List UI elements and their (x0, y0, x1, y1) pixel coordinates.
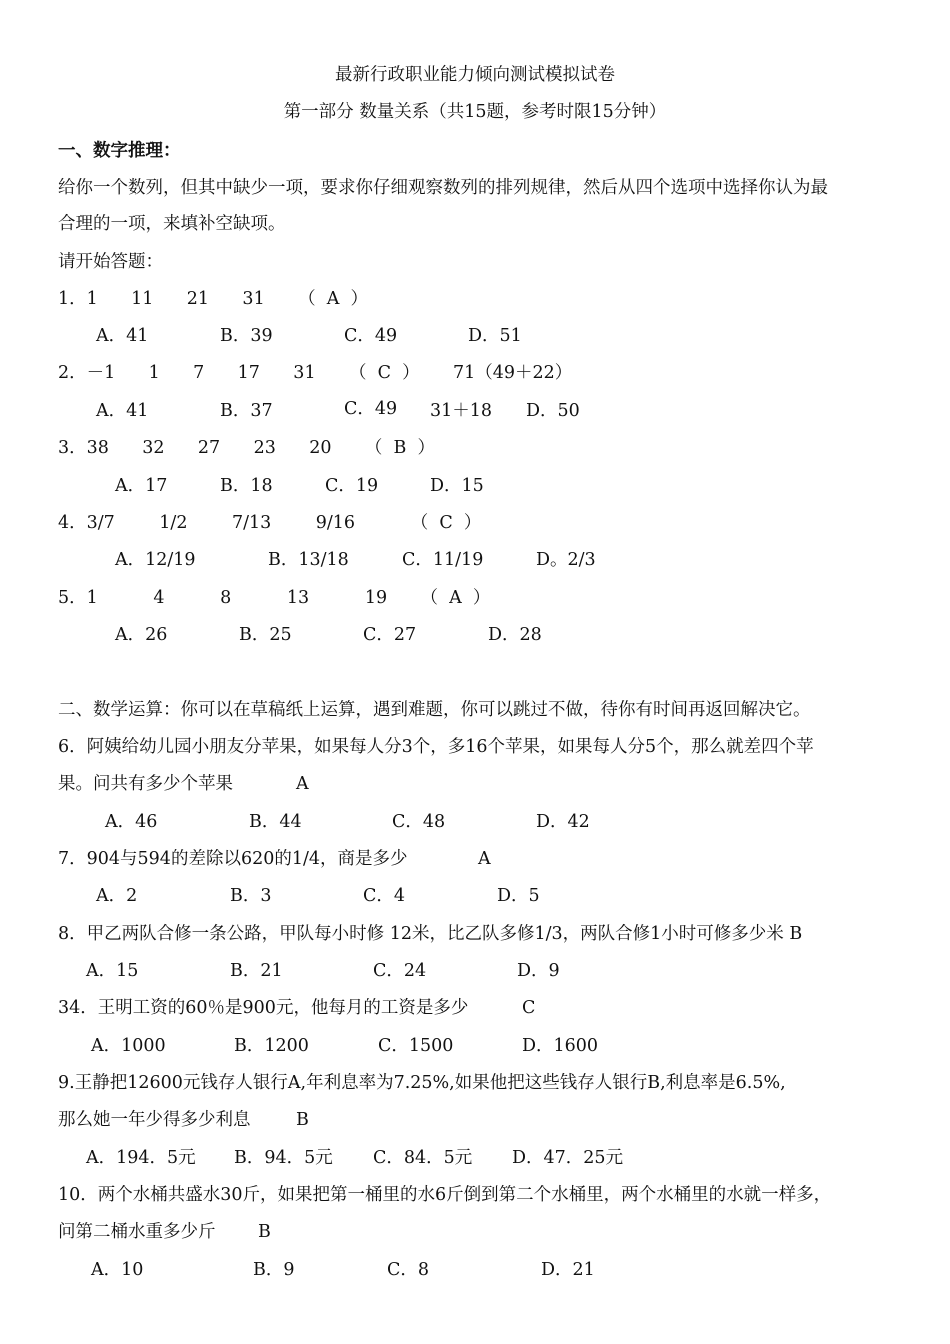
q34-answer: C (522, 998, 536, 1018)
question-34: 34．王明工资的60％是900元，他每月的工资是多少 (58, 998, 469, 1018)
q7-option-c: C．4 (363, 886, 406, 906)
question-4: 4．3/7 1/2 7/13 9/16 （ C ） (58, 513, 482, 533)
page-subtitle: 第一部分 数量关系（共15题，参考时限15分钟） (283, 102, 667, 122)
q9-option-b: B．94．5元 (234, 1148, 333, 1168)
q8-option-c: C．24 (373, 961, 427, 981)
question-3: 3．38 32 27 23 20 （ B ） (58, 438, 435, 458)
question-9-line1: 9.王静把12600元钱存人银行A,年利息率为7.25%,如果他把这些钱存人银行B,利息率是6.5%, (58, 1073, 786, 1093)
q8-option-b: B．21 (230, 961, 283, 981)
question-5: 5．1 4 8 13 19 （ A ） (58, 588, 491, 608)
q1-option-d: D．51 (468, 326, 522, 346)
q3-option-a: A．17 (115, 476, 168, 496)
q5-option-d: D．28 (488, 625, 542, 645)
section1-heading: 一、数字推理： (58, 141, 181, 161)
q5-option-a: A．26 (115, 625, 168, 645)
q10-answer: B (258, 1222, 271, 1242)
q9-option-a: A．194．5元 (86, 1148, 196, 1168)
q7-answer: A (478, 849, 491, 869)
q8-option-a: A．15 (86, 961, 139, 981)
q6-option-c: C．48 (392, 812, 446, 832)
q3-option-c: C．19 (325, 476, 379, 496)
q1-option-c: C．49 (344, 326, 398, 346)
q9-option-c: C．84．5元 (373, 1148, 473, 1168)
q10-option-a: A．10 (91, 1260, 144, 1280)
q5-option-b: B．25 (239, 625, 292, 645)
q6-answer: A (296, 774, 309, 794)
q9-answer: B (296, 1110, 309, 1130)
question-10-line2: 问第二桶水重多少斤 (58, 1222, 216, 1242)
q8-option-d: D．9 (517, 961, 560, 981)
q34-option-a: A．1000 (91, 1036, 166, 1056)
question-9-line2: 那么她一年少得多少利息 (58, 1110, 251, 1130)
question-6-line1: 6．阿姨给幼儿园小朋友分苹果，如果每人分3个，多16个苹果，如果每人分5个，那么就差四个苹 (58, 737, 814, 757)
q2-option-b: B．37 (220, 401, 273, 421)
q34-option-b: B．1200 (234, 1036, 309, 1056)
q5-option-c: C．27 (363, 625, 417, 645)
q10-option-c: C．8 (387, 1260, 430, 1280)
q34-option-c: C．1500 (378, 1036, 454, 1056)
page-title: 最新行政职业能力倾向测试模拟试卷 (335, 65, 615, 85)
q3-option-d: D．15 (430, 476, 484, 496)
question-1: 1．1 11 21 31 （ A ） (58, 289, 368, 309)
q10-option-d: D．21 (541, 1260, 595, 1280)
q1-option-a: A．41 (96, 326, 149, 346)
q2-option-d: D．50 (526, 401, 580, 421)
q7-option-a: A．2 (96, 886, 138, 906)
q2-option-c: C．49 (344, 399, 398, 419)
q4-option-b: B．13/18 (268, 550, 349, 570)
question-7: 7．904与594的差除以620的1/4，商是多少 (58, 849, 408, 869)
section1-start: 请开始答题： (58, 252, 163, 272)
q6-option-d: D．42 (536, 812, 590, 832)
q7-option-b: B．3 (230, 886, 272, 906)
q2-option-c-note: 31＋18 (430, 401, 493, 421)
section1-intro-line2: 合理的一项，来填补空缺项。 (58, 214, 286, 234)
section1-intro-line1: 给你一个数列，但其中缺少一项，要求你仔细观察数列的排列规律，然后从四个选项中选择你认为最 (58, 178, 828, 198)
q34-option-d: D．1600 (522, 1036, 599, 1056)
q6-option-a: A．46 (105, 812, 158, 832)
question-6-line2: 果。问共有多少个苹果 (58, 774, 233, 794)
q9-option-d: D．47．25元 (512, 1148, 624, 1168)
q4-option-c: C．11/19 (402, 550, 484, 570)
q10-option-b: B．9 (253, 1260, 295, 1280)
q3-option-b: B．18 (220, 476, 273, 496)
q4-option-a: A．12/19 (115, 550, 196, 570)
question-2: 2．－1 1 7 17 31 （ C ） 71（49＋22） (58, 363, 573, 383)
q4-option-d: D。2/3 (536, 550, 596, 570)
q6-option-b: B．44 (249, 812, 302, 832)
q1-option-b: B．39 (220, 326, 273, 346)
question-10-line1: 10．两个水桶共盛水30斤，如果把第一桶里的水6斤倒到第二个水桶里，两个水桶里的水就一样多， (58, 1185, 832, 1205)
q2-option-a: A．41 (96, 401, 149, 421)
question-8: 8．甲乙两队合修一条公路，甲队每小时修 12米，比乙队多修1/3，两队合修1小时可修多少米 B (58, 924, 803, 944)
q7-option-d: D．5 (497, 886, 540, 906)
section2-heading: 二、数学运算：你可以在草稿纸上运算，遇到难题，你可以跳过不做，待你有时间再返回解决它。 (58, 700, 811, 720)
